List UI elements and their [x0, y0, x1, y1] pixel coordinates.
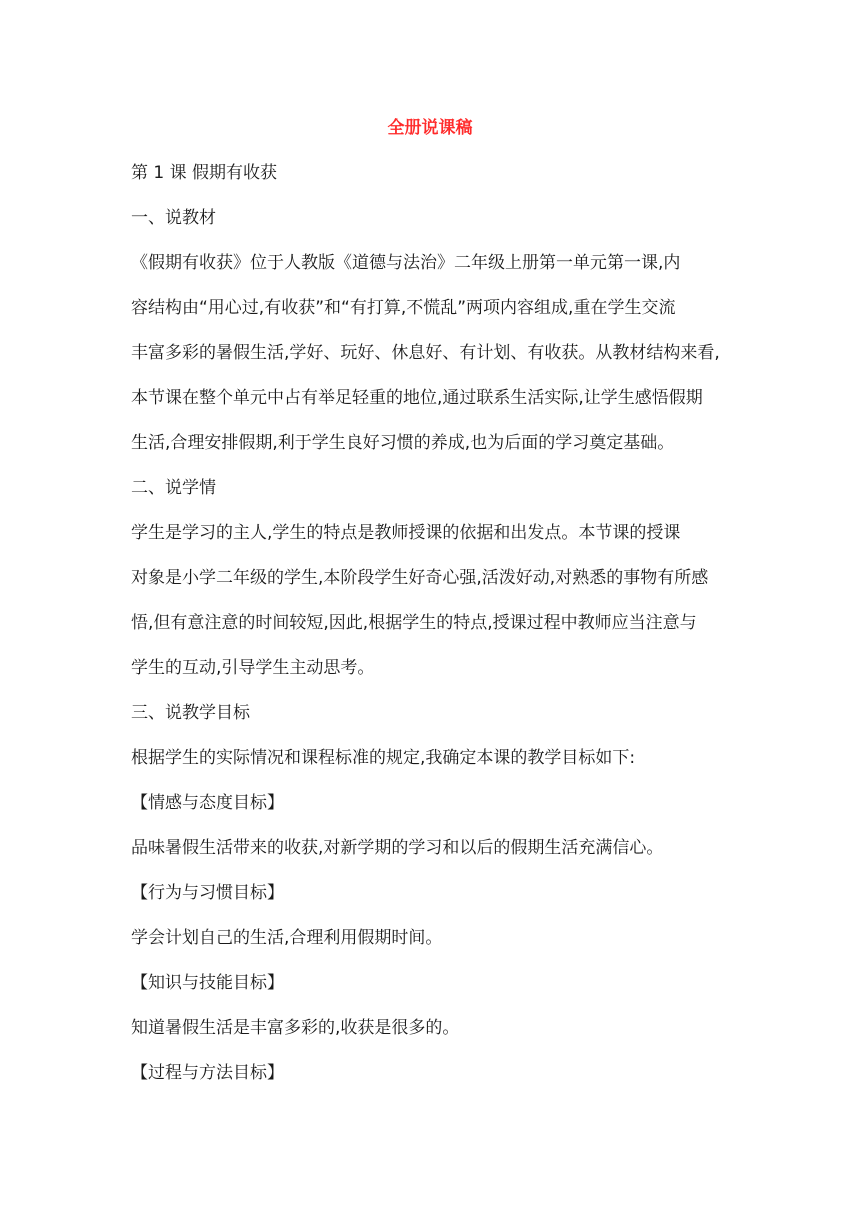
lesson-heading: 第 1 课 假期有收获: [131, 163, 278, 183]
paragraph-line: 学生是学习的主人,学生的特点是教师授课的依据和出发点。本节课的授课: [131, 523, 681, 543]
goal-heading-process: 【过程与方法目标】: [131, 1063, 284, 1083]
paragraph-line: 学生的互动,引导学生主动思考。: [131, 658, 375, 678]
document-title: 全册说课稿: [387, 118, 473, 138]
paragraph-line: 丰富多彩的暑假生活,学好、玩好、休息好、有计划、有收获。从教材结构来看,: [131, 343, 720, 363]
paragraph-line: 对象是小学二年级的学生,本阶段学生好奇心强,活泼好动,对熟悉的事物有所感: [131, 568, 709, 588]
paragraph-line: 生活,合理安排假期,利于学生良好习惯的养成,也为后面的学习奠定基础。: [131, 433, 675, 453]
goal-heading-behavior: 【行为与习惯目标】: [131, 883, 284, 903]
goal-heading-emotion: 【情感与态度目标】: [131, 793, 284, 813]
paragraph-line: 容结构由“用心过,有收获”和“有打算,不慌乱”两项内容组成,重在学生交流: [131, 298, 676, 318]
paragraph-line: 根据学生的实际情况和课程标准的规定,我确定本课的教学目标如下:: [131, 748, 636, 768]
paragraph-line: 学会计划自己的生活,合理利用假期时间。: [131, 928, 443, 948]
goal-heading-knowledge: 【知识与技能目标】: [131, 973, 284, 993]
paragraph-line: 知道暑假生活是丰富多彩的,收获是很多的。: [131, 1018, 460, 1038]
section-heading-textbook: 一、说教材: [131, 208, 216, 228]
paragraph-line: 《假期有收获》位于人教版《道德与法治》二年级上册第一单元第一课,内: [131, 253, 681, 273]
paragraph-line: 本节课在整个单元中占有举足轻重的地位,通过联系生活实际,让学生感悟假期: [131, 388, 703, 408]
section-heading-goals: 三、说教学目标: [131, 703, 250, 723]
paragraph-line: 品味暑假生活带来的收获,对新学期的学习和以后的假期生活充满信心。: [131, 838, 664, 858]
section-heading-students: 二、说学情: [131, 478, 216, 498]
paragraph-line: 悟,但有意注意的时间较短,因此,根据学生的特点,授课过程中教师应当注意与: [131, 613, 697, 633]
